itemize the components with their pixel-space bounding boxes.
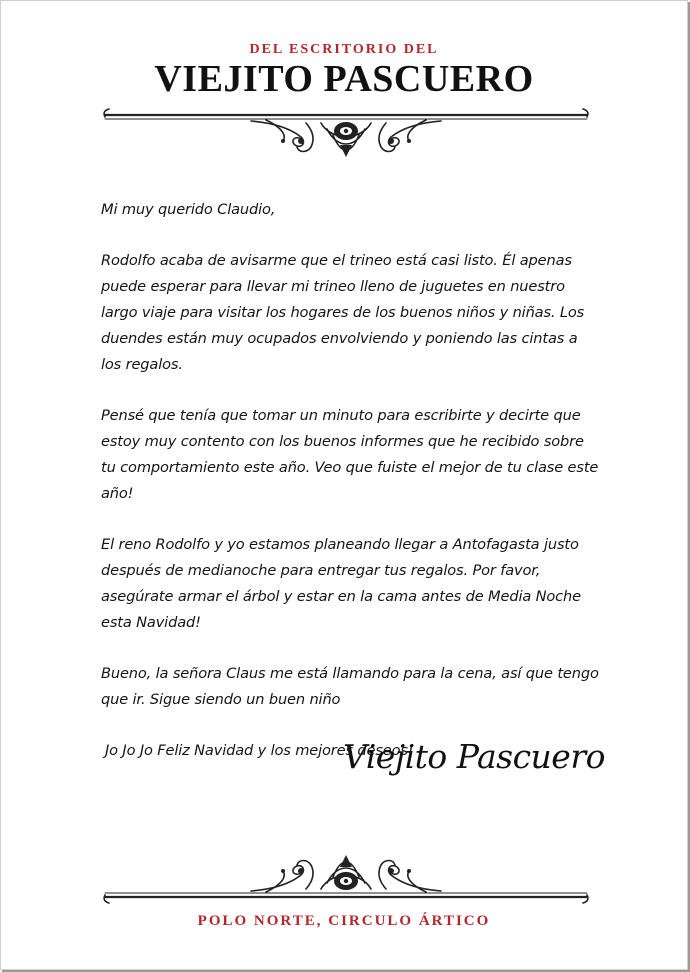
letter-paragraph: Pensé que tenía que tomar un minuto para escribirte y decirte que estoy muy contento con los buenos informes que he recibido sobre tu comportamiento este año. Veo que fuiste el mejor de tu clase este año! — [101, 407, 599, 502]
signature: Viejito Pascuero — [343, 737, 605, 776]
scroll-ornament-icon — [101, 101, 591, 161]
letter-paragraph: Bueno, la señora Claus me está llamando para la cena, así que tengo que ir. Sigue siendo un buen niño — [101, 665, 599, 708]
header-subtitle: DEL ESCRITORIO DEL — [249, 42, 439, 57]
header-title: VIEJITO PASCUERO — [154, 58, 534, 100]
letter-paragraph: El reno Rodolfo y yo estamos planeando llegar a Antofagasta justo después de medianoche para entregar tus regalos. Por favor, asegúrate armar el árbol y estar en la cama antes de Media Noche esta Navidad! — [101, 536, 581, 631]
footer-location: POLO NORTE, CIRCULO ÁRTICO — [197, 913, 491, 929]
letter-paragraph: Rodolfo acaba de avisarme que el trineo está casi listo. Él apenas puede esperar para llevar mi trineo lleno de juguetes en nuestro largo viaje para visitar los hogares de los buenos niños y niñas. Los duendes están muy ocupados envolviendo y poniendo las cintas a los regalos. — [101, 252, 585, 373]
scroll-ornament-icon — [101, 853, 591, 909]
letter-body — [101, 197, 601, 789]
letter-closing: Jo Jo Jo Feliz Navidad y los mejores deseos! — [105, 742, 414, 759]
letter-greeting: Mi muy querido Claudio, — [101, 201, 276, 218]
